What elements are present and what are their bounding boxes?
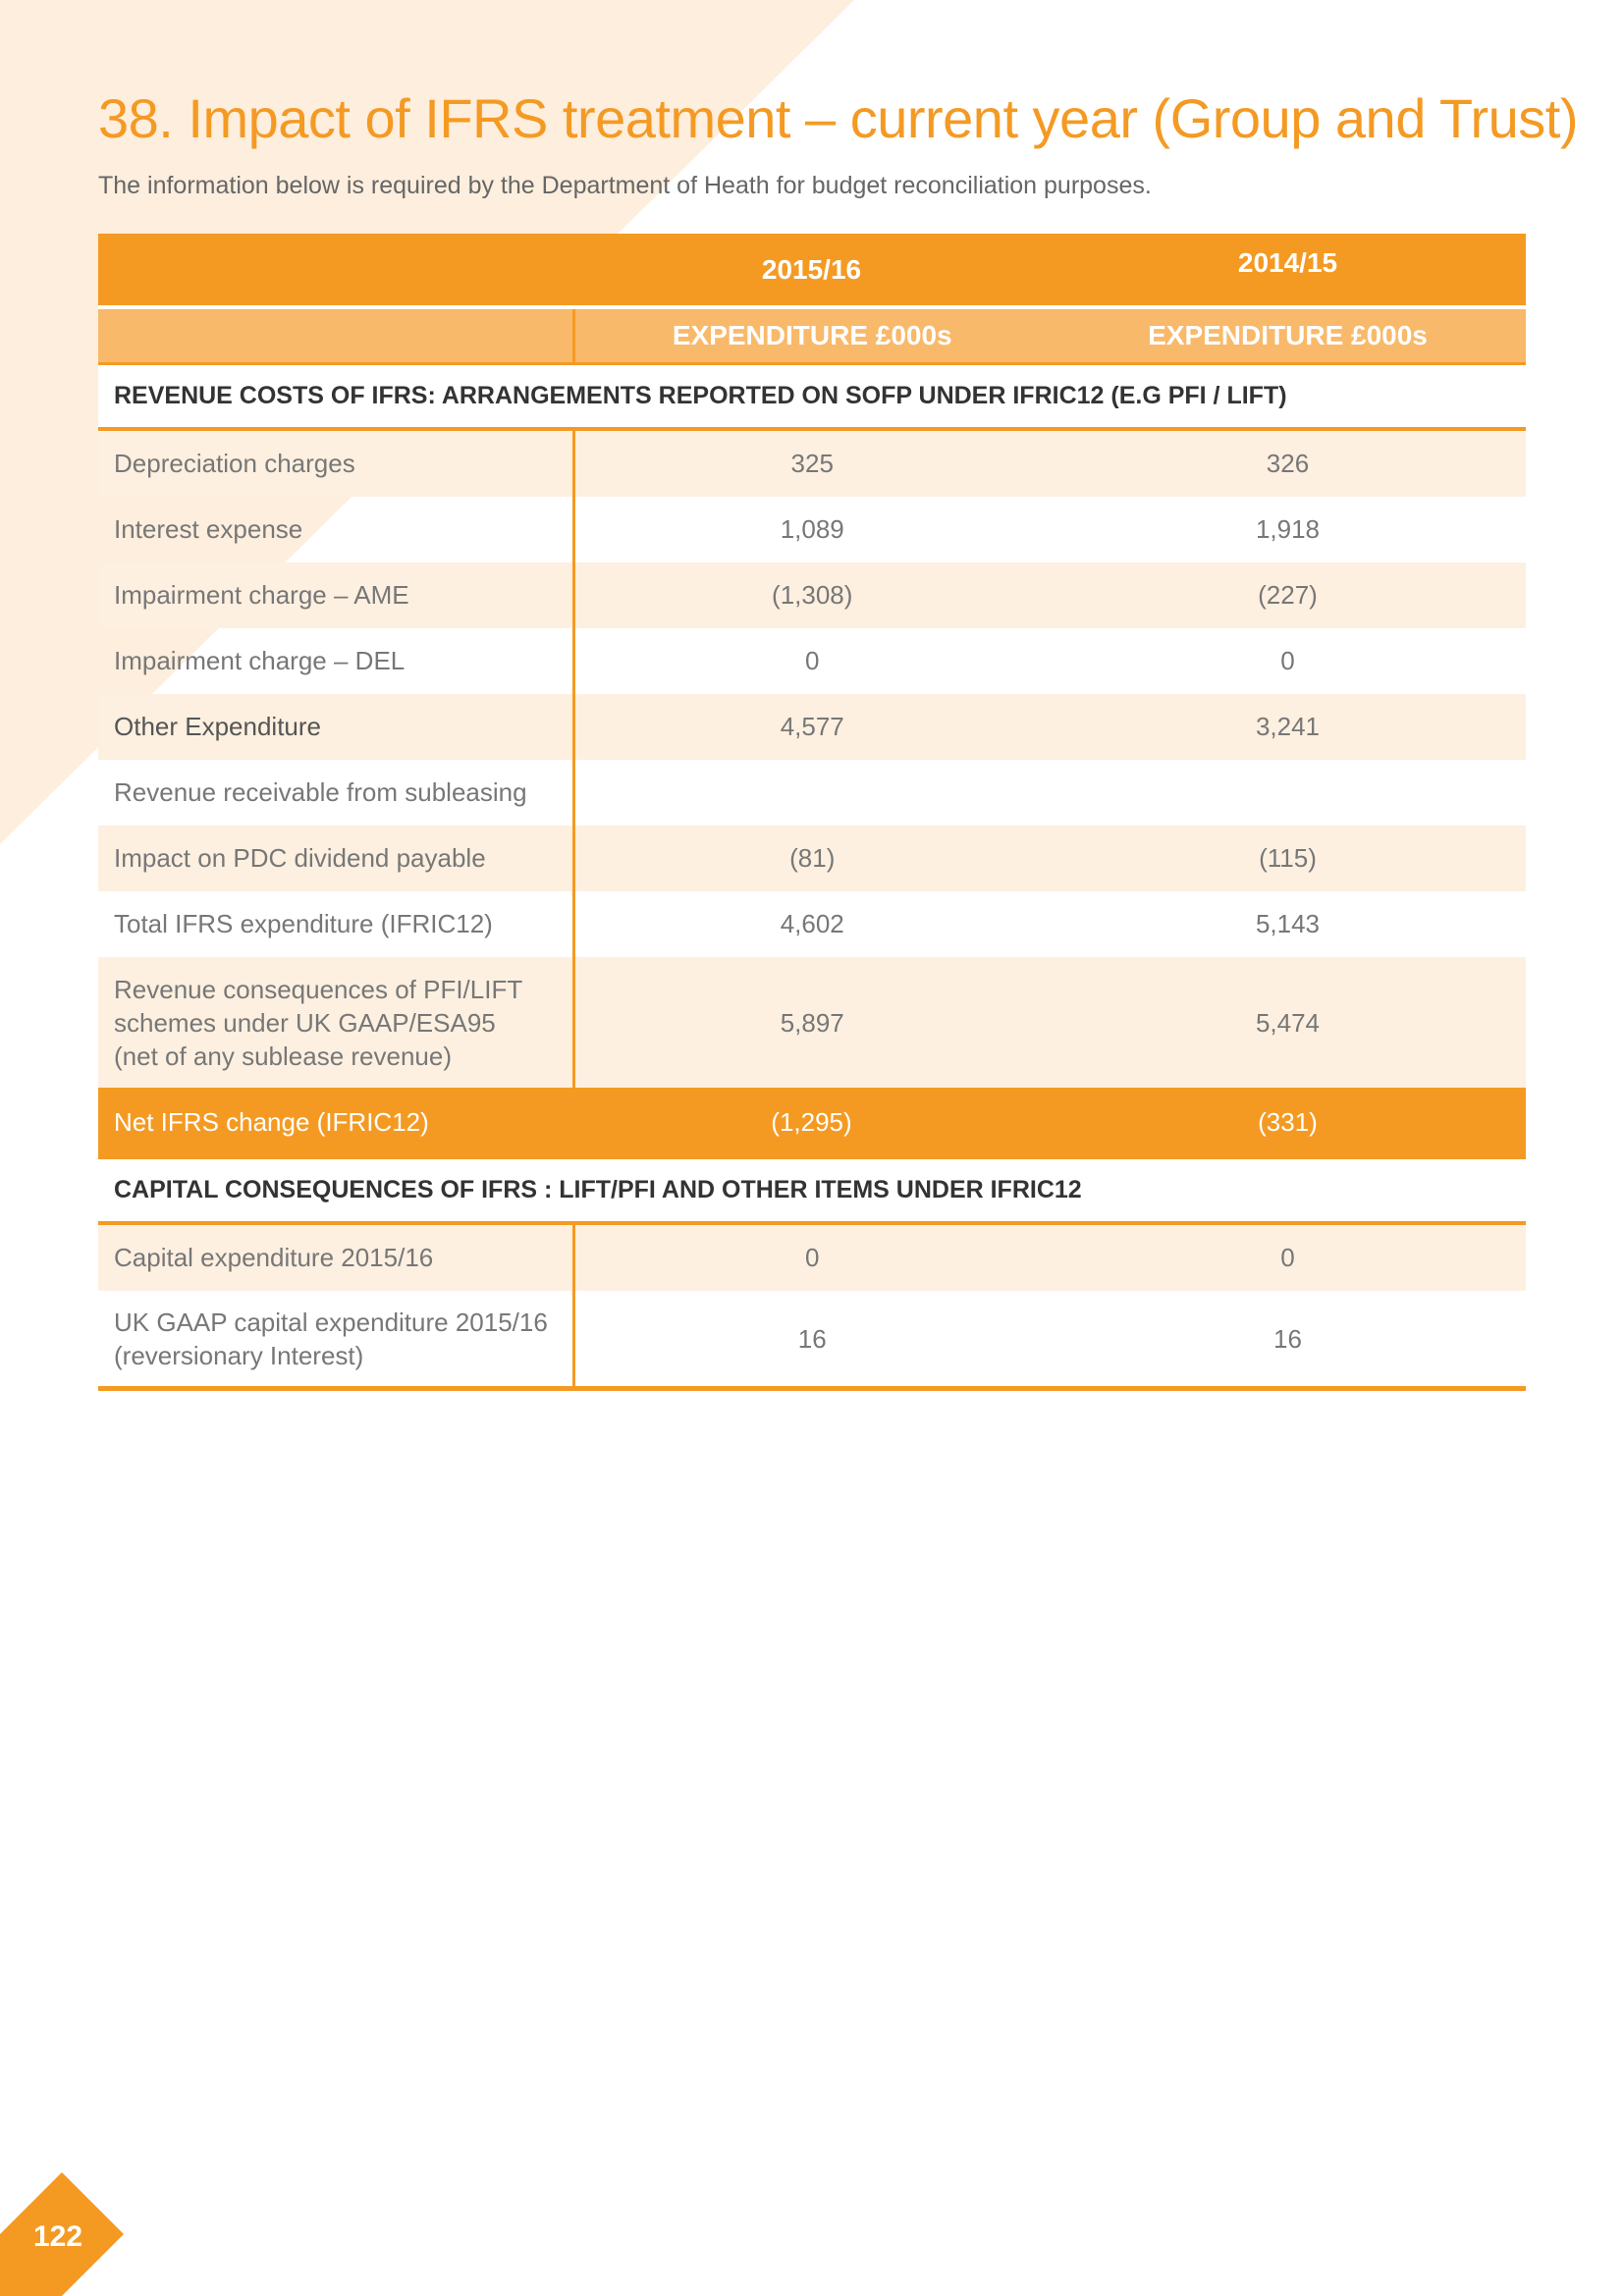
- table-row: [98, 1291, 1526, 1389]
- row-value-2015-16: 4,602: [780, 909, 844, 938]
- section-capital-consequences-title: CAPITAL CONSEQUENCES OF IFRS : LIFT/PFI AND OTHER ITEMS UNDER IFRIC12: [98, 1158, 1526, 1224]
- table-row: [98, 826, 1526, 891]
- row-label-line: (net of any sublease revenue): [114, 1041, 452, 1071]
- row-value-2014-15: 5,474: [1050, 957, 1526, 1088]
- row-value-2015-16: 325: [573, 429, 1050, 497]
- header-empty-cell: [98, 234, 573, 307]
- ifrs-impact-table: [98, 234, 1526, 1391]
- row-value-2014-15: (227): [1050, 562, 1526, 628]
- row-value-2014-15: 0: [1280, 646, 1295, 675]
- row-label: Revenue receivable from subleasing: [98, 760, 573, 826]
- row-value-2015-16: (1,308): [573, 562, 1050, 628]
- row-value-2014-15: (115): [1050, 826, 1526, 891]
- page-subtitle: The information below is required by the Department of Heath for budget reconciliation purposes.: [98, 172, 1152, 199]
- row-value-2015-16: [573, 760, 1050, 826]
- row-value-2015-16: (81): [573, 826, 1050, 891]
- table-row: [98, 429, 1526, 497]
- header-year-row: [98, 234, 1526, 307]
- page-title: 38. Impact of IFRS treatment – current year (Group and Trust): [98, 87, 1579, 149]
- row-label: Impairment charge – AME: [98, 562, 573, 628]
- row-label: [98, 957, 573, 1088]
- page-number: 122: [33, 2220, 83, 2253]
- header-unit-empty-cell: [98, 307, 573, 364]
- row-value-2014-15: 3,241: [1050, 694, 1526, 760]
- section-capital-consequences-row: [98, 1158, 1526, 1224]
- row-value-2015-16: 16: [573, 1291, 1050, 1389]
- table-row: [98, 628, 1526, 694]
- row-value-2015-16: 0: [573, 1223, 1050, 1291]
- row-label: Impairment charge – DEL: [98, 628, 573, 694]
- row-value-2014-15: 16: [1050, 1291, 1526, 1389]
- header-unit-row: [98, 307, 1526, 364]
- row-value-2015-16: 0: [805, 646, 820, 675]
- row-label: [98, 1291, 573, 1389]
- net-row-value-2015-16: (1,295): [573, 1088, 1050, 1158]
- table-row: [98, 891, 1526, 957]
- row-label: Depreciation charges: [98, 429, 573, 497]
- row-label: Interest expense: [98, 497, 573, 562]
- row-label: Total IFRS expenditure (IFRIC12): [98, 891, 573, 957]
- net-ifrs-change-row: [98, 1088, 1526, 1158]
- table-row: [98, 1223, 1526, 1291]
- row-label: Capital expenditure 2015/16: [98, 1223, 573, 1291]
- table-row: [98, 497, 1526, 562]
- header-unit-2015-16: EXPENDITURE £000s: [573, 307, 1050, 364]
- row-label-line: UK GAAP capital expenditure 2015/16: [114, 1307, 548, 1337]
- row-value-2014-15: 5,143: [1255, 909, 1321, 938]
- row-label: Impact on PDC dividend payable: [98, 826, 573, 891]
- row-value-2014-15: [1050, 760, 1526, 826]
- row-value-2014-15: 0: [1050, 1223, 1526, 1291]
- row-label-line: (reversionary Interest): [114, 1340, 364, 1370]
- row-value-2014-15: 326: [1050, 429, 1526, 497]
- row-label-line: schemes under UK GAAP/ESA95: [114, 1007, 496, 1038]
- section-revenue-costs-row: [98, 364, 1526, 430]
- section-revenue-costs-title: REVENUE COSTS OF IFRS: ARRANGEMENTS REPORTED ON SOFP UNDER IFRIC12 (E.G PFI / LIFT): [98, 364, 1526, 430]
- row-value-2014-15: 1,918: [1255, 514, 1321, 544]
- table-row: [98, 957, 1526, 1088]
- row-value-2015-16: 4,577: [573, 694, 1050, 760]
- header-year-2014-15: 2014/15: [1050, 234, 1526, 307]
- header-year-2015-16: 2015/16: [573, 234, 1050, 307]
- net-row-label: Net IFRS change (IFRIC12): [98, 1088, 573, 1158]
- row-label-line: Revenue consequences of PFI/LIFT: [114, 974, 523, 1004]
- table-row: [98, 694, 1526, 760]
- row-value-2015-16: 1,089: [780, 514, 844, 544]
- net-row-value-2014-15: (331): [1050, 1088, 1526, 1158]
- table-row: [98, 760, 1526, 826]
- table-row: [98, 562, 1526, 628]
- row-value-2015-16: 5,897: [573, 957, 1050, 1088]
- row-label: Other Expenditure: [98, 694, 573, 760]
- header-unit-2014-15: EXPENDITURE £000s: [1050, 307, 1526, 364]
